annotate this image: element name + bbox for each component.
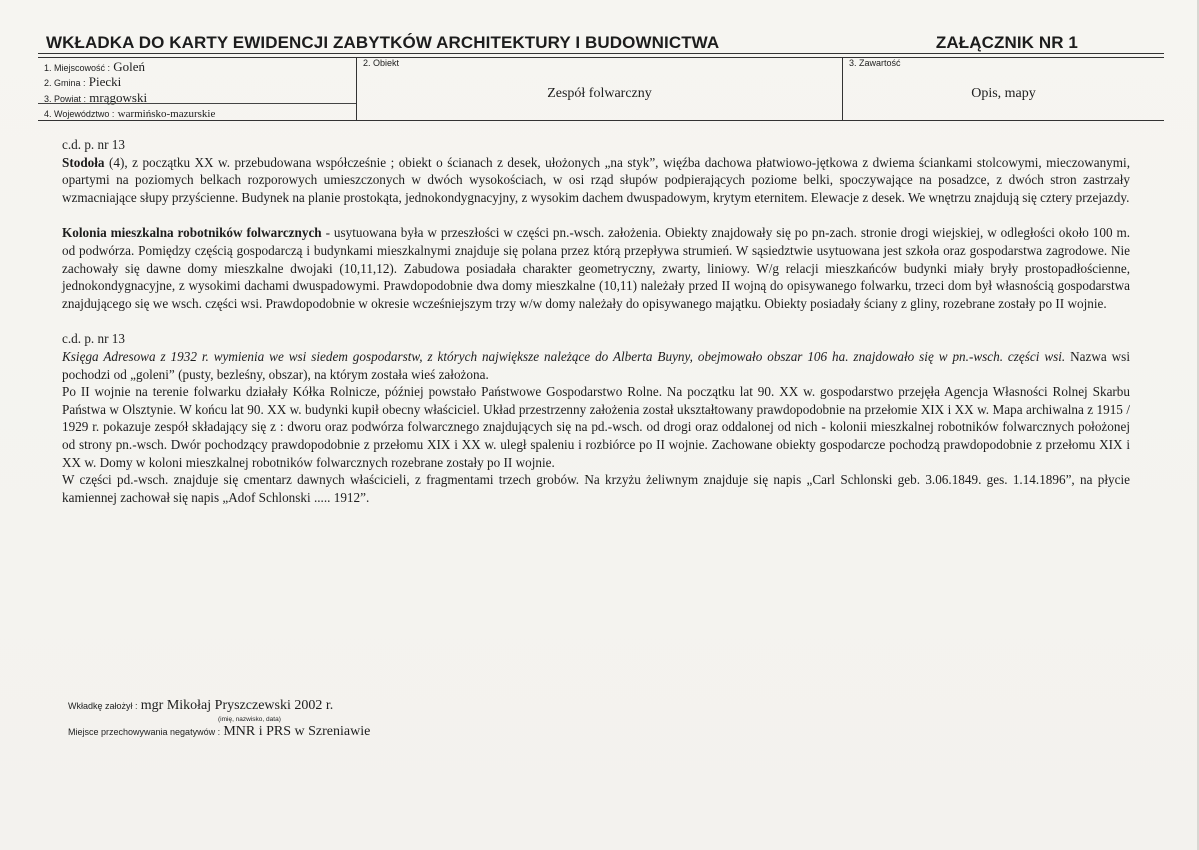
footer-storage	[68, 723, 370, 740]
contents-value: Opis, mapy	[971, 86, 1036, 101]
author-label: Wkładkę założył :	[68, 701, 138, 711]
paragraph-heading: Stodoła	[62, 154, 105, 170]
contents-label: 3. Zawartość	[849, 58, 901, 68]
annex-number: ZAŁĄCZNIK NR 1	[935, 33, 1078, 52]
field-value: Piecki	[88, 74, 122, 89]
row-divider	[38, 103, 356, 104]
document-body	[62, 136, 1130, 506]
paragraph-kolonia	[62, 224, 1130, 312]
field-miejscowosc	[44, 59, 145, 75]
paragraph-text: (4), z początku XX w. przebudowana współcześnie ; obiekt o ścianach z desek, ułożonych „na styk”, więźba dachowa płatwiowo-jętkowa z dwiema ściankami stolcowymi, mieczowanymi, opartymi na poziomych belkach rozporowych umieszczonych w dwóch wysokościach, w osi rząd słupów podpierających poziome belki, spoczywające na posadzce, z dwóch stron zastrzały wzmacniające słupy przyścienne. Budynek na planie prostokąta, jednokondygnacyjny, z wysokim dachem dwuspadowym, krytym eternitem. Elewacje z desek. We wnętrzu znajdują się cztery przejazdy.	[62, 154, 1130, 205]
field-wojewodztwo	[44, 105, 215, 121]
contents-cell	[843, 58, 1164, 120]
header-table	[38, 57, 1164, 121]
field-label: 4. Województwo :	[44, 109, 115, 119]
field-gmina	[44, 74, 121, 90]
paragraph-history	[62, 348, 1130, 383]
field-label: 1. Miejscowość :	[44, 63, 111, 73]
paragraph-text: - usytuowana była w przeszłości w części pn.-wsch. założenia. Obiekty znajdowały się po pn-zach. stronie drogi wiejskiej, w odległości około 100 m. od podwórza. Pomiędzy częścią gospodarczą i budynkami mieszkalnymi znajduje się polana przez którą przepływa strumień. W sąsiedztwie usytuowana jest szkoła oraz gospodarstwa zagrodowe. Nie zachowały się dawne domy mieszkalne dwojaki (10,11,12). Zabudowa posiadała charakter geometryczny, zwarty, liniowy. W/g relacji mieszkańców budynki miały bryły prostopadłościenne, jednokondygnacyjne, z wysokimi dachami dwuspadowymi. Prawdopodobnie dwa domy mieszkalne (10,11) należały przed II wojną do opisywanego folwarku, trzeci dom był własnością gospodarstwa znajdującego się we wsch. części wsi. Prawdopodobnie w okresie wcześniejszym trzy w/w domy należały do opisywanego majątku. Obiekty posiadały ściany z gliny, rozebrane zostały po II wojnie.	[62, 225, 1131, 311]
field-value: warmińsko-mazurskie	[117, 108, 216, 120]
field-label: 2. Gmina :	[44, 78, 86, 88]
object-cell	[357, 58, 843, 120]
object-label: 2. Obiekt	[363, 58, 400, 68]
author-hint: (imię, nazwisko, data)	[218, 716, 281, 723]
paragraph-postwar: Po II wojnie na terenie folwarku działały Kółka Rolnicze, później powstało Państwowe Gospodarstwo Rolne. Na początku lat 90. XX w. gospodarstwo przejęła Agencja Własności Rolnej Skarbu Państwa w Olsztynie. W końcu lat 90. XX w. budynki kupił obecny właściciel. Układ przestrzenny założenia został ukształtowany prawdopodobnie na przełomie XIX i XX w. Mapa archiwalna z 1915 / 1929 r. pokazuje zespół składający się z : dworu oraz podwórza folwarcznego znajdujących się na pd.-wsch. od drogi oraz oddalonej od nich - kolonii mieszkalnej robotników folwarcznych położonej od strony pn.-wsch. Dwór pochodzący prawdopodobnie z przełomu XIX i XX w. uległ spaleniu i rozbiórce po II wojnie. Zachowane obiekty gospodarcze pochodzą prawdopodobnie z przełomu XIX i XX w. Domy w koloni mieszkalnej robotników folwarcznych rozebrane zostały po II wojnie.	[62, 384, 1130, 470]
storage-label: Miejsce przechowywania negatywów :	[68, 727, 221, 737]
paragraph-heading: Kolonia mieszkalna robotników folwarcznych	[62, 225, 322, 241]
paragraph-text: Nazwa wsi pochodzi od „goleni” (pusty, bezleśny, obszar), na którym została wieś założona.	[62, 348, 1130, 382]
paragraph-italic: Księga Adresowa z 1932 r. wymienia we wsi siedem gospodarstw, z których największe należące do Alberta Buyny, obejmowało obszar 106 ha. znajdowało się w pn.-wsch. części wsi.	[62, 348, 1066, 364]
paragraph-cemetery: W części pd.-wsch. znajduje się cmentarz dawnych właścicieli, z fragmentami trzech grobów. Na krzyżu żeliwnym znajduje się napis „Carl Schlonski geb. 3.06.1849. ges. 1.14.1896”, na płycie kamiennej zachował się napis „Adof Schlonski ..... 1912”.	[62, 472, 1130, 505]
reference-line: c.d. p. nr 13	[62, 137, 125, 152]
field-label: 3. Powiat :	[44, 94, 87, 104]
field-value: Goleń	[113, 59, 146, 74]
document-title: WKŁADKA DO KARTY EWIDENCJI ZABYTKÓW ARCHITEKTURY I BUDOWNICTWA	[46, 33, 720, 52]
paragraph-stodola	[62, 154, 1130, 207]
object-value: Zespół folwarczny	[547, 86, 652, 101]
header-rule	[38, 53, 1164, 54]
footer-author	[68, 697, 333, 714]
storage-value: MNR i PRS w Szreniawie	[223, 724, 371, 739]
location-cell	[38, 58, 357, 120]
author-value: mgr Mikołaj Pryszczewski 2002 r.	[140, 698, 334, 713]
field-value: mrągowski	[89, 90, 148, 105]
reference-line: c.d. p. nr 13	[62, 331, 125, 347]
